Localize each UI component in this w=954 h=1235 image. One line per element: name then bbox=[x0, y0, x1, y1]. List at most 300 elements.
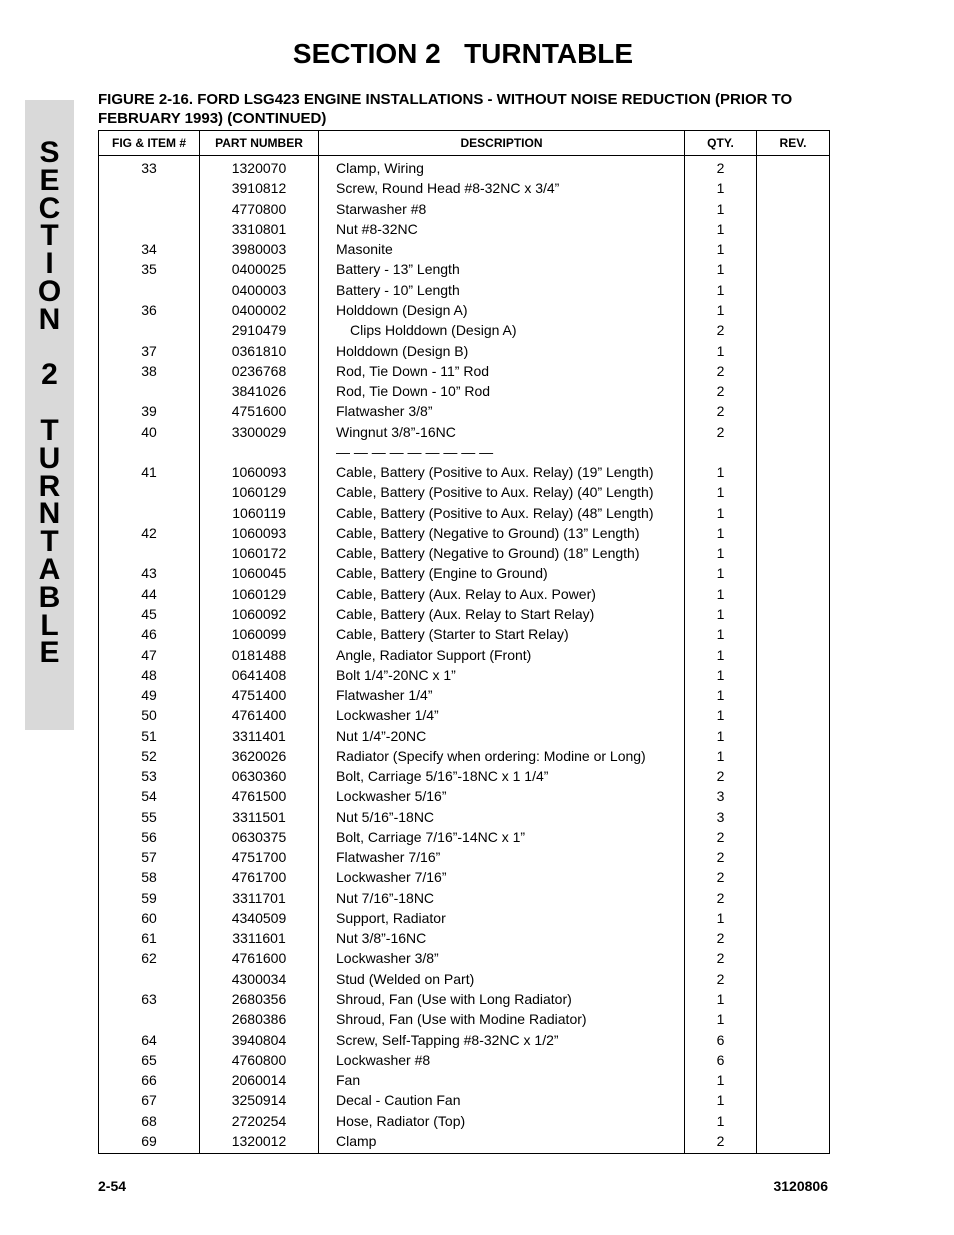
fig-item-cell: 59 bbox=[99, 888, 200, 908]
rev-cell bbox=[757, 442, 830, 462]
qty-cell: 1 bbox=[685, 624, 757, 644]
fig-item-cell: 62 bbox=[99, 948, 200, 968]
fig-item-cell bbox=[99, 199, 200, 219]
rev-cell bbox=[757, 178, 830, 198]
qty-cell: 1 bbox=[685, 239, 757, 259]
rev-cell bbox=[757, 665, 830, 685]
part-number-cell: 3841026 bbox=[200, 381, 319, 401]
description-cell: Cable, Battery (Positive to Aux. Relay) (48” Length) bbox=[319, 503, 685, 523]
part-number-cell: 1060092 bbox=[200, 604, 319, 624]
rev-cell bbox=[757, 503, 830, 523]
description-cell: Cable, Battery (Aux. Relay to Start Relay) bbox=[319, 604, 685, 624]
table-row bbox=[99, 969, 830, 989]
fig-item-cell bbox=[99, 219, 200, 239]
table-row bbox=[99, 1050, 830, 1070]
fig-item-cell: 60 bbox=[99, 908, 200, 928]
rev-cell bbox=[757, 1070, 830, 1090]
rev-cell bbox=[757, 766, 830, 786]
rev-cell bbox=[757, 543, 830, 563]
fig-item-cell: 38 bbox=[99, 361, 200, 381]
description-cell: Lockwasher 5/16” bbox=[319, 786, 685, 806]
rev-cell bbox=[757, 259, 830, 279]
side-tab-letter: N bbox=[38, 302, 61, 336]
table-row bbox=[99, 381, 830, 401]
part-number-cell: 3250914 bbox=[200, 1090, 319, 1110]
part-number-cell: 4300034 bbox=[200, 969, 319, 989]
fig-item-cell: 51 bbox=[99, 725, 200, 745]
description-cell: Rod, Tie Down - 10” Rod bbox=[319, 381, 685, 401]
part-number-cell bbox=[200, 442, 319, 462]
description-cell: Cable, Battery (Engine to Ground) bbox=[319, 563, 685, 583]
fig-item-cell: 55 bbox=[99, 807, 200, 827]
side-section-tab bbox=[25, 100, 74, 730]
column-header-fig-item: FIG & ITEM # bbox=[99, 131, 200, 156]
fig-item-cell: 37 bbox=[99, 340, 200, 360]
figure-title: FIGURE 2-16. FORD LSG423 ENGINE INSTALLATIONS - WITHOUT NOISE REDUCTION (PRIOR TO FEBRUARY 1993) (CONTINUED) bbox=[98, 91, 793, 127]
fig-item-cell bbox=[99, 482, 200, 502]
qty-cell: 6 bbox=[685, 1050, 757, 1070]
fig-item-cell: 44 bbox=[99, 584, 200, 604]
table-row bbox=[99, 320, 830, 340]
part-number-cell: 3311701 bbox=[200, 888, 319, 908]
part-number-cell: 0400003 bbox=[200, 280, 319, 300]
qty-cell: 2 bbox=[685, 948, 757, 968]
description-cell: Wingnut 3/8”-16NC bbox=[319, 421, 685, 441]
side-tab-letter: T bbox=[40, 525, 59, 559]
description-cell: Masonite bbox=[319, 239, 685, 259]
rev-cell bbox=[757, 807, 830, 827]
description-cell: Rod, Tie Down - 11” Rod bbox=[319, 361, 685, 381]
qty-cell: 2 bbox=[685, 381, 757, 401]
description-cell: Battery - 13” Length bbox=[319, 259, 685, 279]
fig-item-cell: 41 bbox=[99, 462, 200, 482]
qty-cell: 1 bbox=[685, 665, 757, 685]
description-cell: Support, Radiator bbox=[319, 908, 685, 928]
description-cell: Radiator (Specify when ordering: Modine or Long) bbox=[319, 746, 685, 766]
fig-item-cell bbox=[99, 178, 200, 198]
fig-item-cell: 64 bbox=[99, 1029, 200, 1049]
fig-item-cell: 61 bbox=[99, 928, 200, 948]
qty-cell: 1 bbox=[685, 1110, 757, 1130]
fig-item-cell: 68 bbox=[99, 1110, 200, 1130]
part-number-cell: 4770800 bbox=[200, 199, 319, 219]
description-cell: Nut 3/8”-16NC bbox=[319, 928, 685, 948]
part-number-cell: 1060093 bbox=[200, 523, 319, 543]
part-number-cell: 0361810 bbox=[200, 340, 319, 360]
description-cell: Lockwasher 7/16” bbox=[319, 867, 685, 887]
qty-cell: 1 bbox=[685, 219, 757, 239]
qty-cell: 1 bbox=[685, 523, 757, 543]
rev-cell bbox=[757, 219, 830, 239]
side-tab-letter: L bbox=[40, 608, 59, 642]
table-row bbox=[99, 563, 830, 583]
qty-cell: 1 bbox=[685, 199, 757, 219]
part-number-cell: 3910812 bbox=[200, 178, 319, 198]
qty-cell: 2 bbox=[685, 1131, 757, 1154]
qty-cell: 1 bbox=[685, 482, 757, 502]
fig-item-cell bbox=[99, 280, 200, 300]
description-cell: Nut #8-32NC bbox=[319, 219, 685, 239]
qty-cell: 2 bbox=[685, 361, 757, 381]
qty-cell: 2 bbox=[685, 969, 757, 989]
description-cell: Flatwasher 7/16” bbox=[319, 847, 685, 867]
part-number-cell: 3940804 bbox=[200, 1029, 319, 1049]
qty-cell: 2 bbox=[685, 867, 757, 887]
table-row bbox=[99, 1090, 830, 1110]
description-cell: Flatwasher 3/8” bbox=[319, 401, 685, 421]
qty-cell: 1 bbox=[685, 908, 757, 928]
rev-cell bbox=[757, 1131, 830, 1154]
table-row bbox=[99, 199, 830, 219]
part-number-cell: 4761700 bbox=[200, 867, 319, 887]
part-number-cell: 4761500 bbox=[200, 786, 319, 806]
part-number-cell: 1060172 bbox=[200, 543, 319, 563]
table-row bbox=[99, 1070, 830, 1090]
table-row bbox=[99, 807, 830, 827]
qty-cell: 1 bbox=[685, 1090, 757, 1110]
qty-cell: 2 bbox=[685, 401, 757, 421]
part-number-cell: 4760800 bbox=[200, 1050, 319, 1070]
part-number-cell: 0236768 bbox=[200, 361, 319, 381]
description-cell: Cable, Battery (Starter to Start Relay) bbox=[319, 624, 685, 644]
fig-item-cell: 67 bbox=[99, 1090, 200, 1110]
table-row bbox=[99, 665, 830, 685]
rev-cell bbox=[757, 563, 830, 583]
table-row bbox=[99, 908, 830, 928]
side-tab-letter: U bbox=[38, 441, 61, 475]
fig-item-cell: 43 bbox=[99, 563, 200, 583]
fig-item-cell: 66 bbox=[99, 1070, 200, 1090]
fig-item-cell: 46 bbox=[99, 624, 200, 644]
qty-cell: 1 bbox=[685, 280, 757, 300]
description-cell: Screw, Self-Tapping #8-32NC x 1/2” bbox=[319, 1029, 685, 1049]
part-number-cell: 4751400 bbox=[200, 685, 319, 705]
side-tab-letter: A bbox=[38, 553, 61, 586]
qty-cell: 1 bbox=[685, 644, 757, 664]
part-number-cell: 3311401 bbox=[200, 725, 319, 745]
part-number-cell: 1060129 bbox=[200, 584, 319, 604]
column-header-part-number: PART NUMBER bbox=[200, 131, 319, 156]
rev-cell bbox=[757, 928, 830, 948]
part-number-cell: 2720254 bbox=[200, 1110, 319, 1130]
qty-cell: 1 bbox=[685, 685, 757, 705]
qty-cell: 1 bbox=[685, 746, 757, 766]
fig-item-cell bbox=[99, 543, 200, 563]
column-header-rev: REV. bbox=[757, 131, 830, 156]
description-cell: Flatwasher 1/4” bbox=[319, 685, 685, 705]
qty-cell: 2 bbox=[685, 928, 757, 948]
table-row bbox=[99, 604, 830, 624]
table-row bbox=[99, 989, 830, 1009]
qty-cell: 1 bbox=[685, 300, 757, 320]
part-number-cell: 1060129 bbox=[200, 482, 319, 502]
table-row bbox=[99, 725, 830, 745]
part-number-cell: 2910479 bbox=[200, 320, 319, 340]
document-number: 3120806 bbox=[773, 1178, 828, 1194]
table-row bbox=[99, 867, 830, 887]
table-row bbox=[99, 746, 830, 766]
part-number-cell: 0641408 bbox=[200, 665, 319, 685]
description-cell: Nut 1/4”-20NC bbox=[319, 725, 685, 745]
side-tab-letter: E bbox=[39, 636, 60, 670]
rev-cell bbox=[757, 300, 830, 320]
side-tab-letter: T bbox=[40, 414, 59, 447]
qty-cell: 1 bbox=[685, 1009, 757, 1029]
table-row bbox=[99, 1009, 830, 1029]
qty-cell: 2 bbox=[685, 847, 757, 867]
qty-cell: 1 bbox=[685, 989, 757, 1009]
rev-cell bbox=[757, 746, 830, 766]
rev-cell bbox=[757, 705, 830, 725]
part-number-cell: 1320012 bbox=[200, 1131, 319, 1154]
rev-cell bbox=[757, 584, 830, 604]
qty-cell: 3 bbox=[685, 807, 757, 827]
rev-cell bbox=[757, 969, 830, 989]
table-row bbox=[99, 685, 830, 705]
rev-cell bbox=[757, 320, 830, 340]
description-cell: Shroud, Fan (Use with Modine Radiator) bbox=[319, 1009, 685, 1029]
fig-item-cell bbox=[99, 442, 200, 462]
rev-cell bbox=[757, 1009, 830, 1029]
table-header-row bbox=[99, 131, 830, 156]
part-number-cell: 3300029 bbox=[200, 421, 319, 441]
description-cell: Decal - Caution Fan bbox=[319, 1090, 685, 1110]
qty-cell: 1 bbox=[685, 503, 757, 523]
table-row bbox=[99, 644, 830, 664]
description-cell: Holddown (Design B) bbox=[319, 340, 685, 360]
table-row bbox=[99, 462, 830, 482]
qty-cell: 1 bbox=[685, 604, 757, 624]
qty-cell: 3 bbox=[685, 786, 757, 806]
part-number-cell: 4340509 bbox=[200, 908, 319, 928]
part-number-cell: 1060119 bbox=[200, 503, 319, 523]
side-tab-letter: C bbox=[38, 191, 61, 225]
table-row bbox=[99, 705, 830, 725]
description-cell: Cable, Battery (Negative to Ground) (18” Length) bbox=[319, 543, 685, 563]
side-tab-letter: 2 bbox=[41, 358, 58, 392]
rev-cell bbox=[757, 989, 830, 1009]
fig-item-cell: 65 bbox=[99, 1050, 200, 1070]
description-cell: Hose, Radiator (Top) bbox=[319, 1110, 685, 1130]
fig-item-cell bbox=[99, 320, 200, 340]
description-cell: — — — — — — — — — bbox=[319, 442, 685, 462]
description-cell: Bolt, Carriage 5/16”-18NC x 1 1/4” bbox=[319, 766, 685, 786]
rev-cell bbox=[757, 867, 830, 887]
part-number-cell: 0630375 bbox=[200, 827, 319, 847]
fig-item-cell: 34 bbox=[99, 239, 200, 259]
part-number-cell: 1060099 bbox=[200, 624, 319, 644]
table-row bbox=[99, 401, 830, 421]
table-row bbox=[99, 239, 830, 259]
rev-cell bbox=[757, 644, 830, 664]
fig-item-cell: 35 bbox=[99, 259, 200, 279]
table-row bbox=[99, 280, 830, 300]
description-cell: Clamp, Wiring bbox=[319, 156, 685, 179]
table-row bbox=[99, 156, 830, 179]
rev-cell bbox=[757, 685, 830, 705]
qty-cell: 1 bbox=[685, 462, 757, 482]
description-cell: Cable, Battery (Positive to Aux. Relay) (40” Length) bbox=[319, 482, 685, 502]
fig-item-cell: 47 bbox=[99, 644, 200, 664]
table-row bbox=[99, 482, 830, 502]
rev-cell bbox=[757, 199, 830, 219]
description-cell: Lockwasher 1/4” bbox=[319, 705, 685, 725]
qty-cell: 6 bbox=[685, 1029, 757, 1049]
fig-item-cell: 58 bbox=[99, 867, 200, 887]
page-number: 2-54 bbox=[98, 1178, 127, 1194]
side-tab-letter: B bbox=[38, 580, 61, 614]
rev-cell bbox=[757, 847, 830, 867]
description-cell: Nut 7/16”-18NC bbox=[319, 888, 685, 908]
table-row bbox=[99, 948, 830, 968]
table-row bbox=[99, 178, 830, 198]
qty-cell: 1 bbox=[685, 584, 757, 604]
qty-cell: 2 bbox=[685, 888, 757, 908]
table-row bbox=[99, 766, 830, 786]
table-row bbox=[99, 340, 830, 360]
table-row bbox=[99, 421, 830, 441]
table-row bbox=[99, 847, 830, 867]
section-title: SECTION 2 TURNTABLE bbox=[292, 38, 634, 69]
rev-cell bbox=[757, 1050, 830, 1070]
qty-cell: 1 bbox=[685, 725, 757, 745]
column-header-qty: QTY. bbox=[685, 131, 757, 156]
qty-cell: 2 bbox=[685, 320, 757, 340]
description-cell: Bolt, Carriage 7/16”-14NC x 1” bbox=[319, 827, 685, 847]
parts-table bbox=[98, 130, 830, 1154]
side-tab-letter: O bbox=[37, 275, 62, 308]
part-number-cell: 1060093 bbox=[200, 462, 319, 482]
description-cell: Clamp bbox=[319, 1131, 685, 1154]
part-number-cell: 1320070 bbox=[200, 156, 319, 179]
part-number-cell: 2680386 bbox=[200, 1009, 319, 1029]
fig-item-cell bbox=[99, 503, 200, 523]
table-row bbox=[99, 888, 830, 908]
description-cell: Shroud, Fan (Use with Long Radiator) bbox=[319, 989, 685, 1009]
description-cell: Cable, Battery (Negative to Ground) (13” Length) bbox=[319, 523, 685, 543]
description-cell: Starwasher #8 bbox=[319, 199, 685, 219]
fig-item-cell: 69 bbox=[99, 1131, 200, 1154]
part-number-cell: 3310801 bbox=[200, 219, 319, 239]
table-row bbox=[99, 361, 830, 381]
table-row bbox=[99, 1110, 830, 1130]
part-number-cell: 0400025 bbox=[200, 259, 319, 279]
table-row bbox=[99, 503, 830, 523]
fig-item-cell: 40 bbox=[99, 421, 200, 441]
part-number-cell: 4751700 bbox=[200, 847, 319, 867]
part-number-cell: 0181488 bbox=[200, 644, 319, 664]
qty-cell: 2 bbox=[685, 766, 757, 786]
rev-cell bbox=[757, 827, 830, 847]
fig-item-cell: 45 bbox=[99, 604, 200, 624]
table-row bbox=[99, 827, 830, 847]
fig-item-cell: 63 bbox=[99, 989, 200, 1009]
side-tab-letter: R bbox=[38, 469, 61, 503]
table-row bbox=[99, 786, 830, 806]
description-cell: Cable, Battery (Aux. Relay to Aux. Power) bbox=[319, 584, 685, 604]
rev-cell bbox=[757, 908, 830, 928]
fig-item-cell: 39 bbox=[99, 401, 200, 421]
rev-cell bbox=[757, 361, 830, 381]
table-row bbox=[99, 300, 830, 320]
rev-cell bbox=[757, 482, 830, 502]
table-row bbox=[99, 1029, 830, 1049]
fig-item-cell bbox=[99, 381, 200, 401]
fig-item-cell: 49 bbox=[99, 685, 200, 705]
side-tab-letter: T bbox=[40, 219, 59, 253]
part-number-cell: 4761600 bbox=[200, 948, 319, 968]
side-tab-letter: I bbox=[45, 247, 54, 281]
fig-item-cell: 54 bbox=[99, 786, 200, 806]
rev-cell bbox=[757, 340, 830, 360]
table-row bbox=[99, 523, 830, 543]
rev-cell bbox=[757, 1110, 830, 1130]
side-tab-letter: N bbox=[38, 497, 61, 531]
table-row bbox=[99, 543, 830, 563]
fig-item-cell: 57 bbox=[99, 847, 200, 867]
table-row bbox=[99, 219, 830, 239]
fig-item-cell bbox=[99, 969, 200, 989]
description-cell: Cable, Battery (Positive to Aux. Relay) (19” Length) bbox=[319, 462, 685, 482]
rev-cell bbox=[757, 462, 830, 482]
fig-item-cell: 42 bbox=[99, 523, 200, 543]
qty-cell: 1 bbox=[685, 259, 757, 279]
fig-item-cell: 33 bbox=[99, 156, 200, 179]
qty-cell: 1 bbox=[685, 543, 757, 563]
part-number-cell: 4761400 bbox=[200, 705, 319, 725]
qty-cell: 2 bbox=[685, 156, 757, 179]
column-header-description: DESCRIPTION bbox=[319, 131, 685, 156]
description-cell: Lockwasher 3/8” bbox=[319, 948, 685, 968]
description-cell: Battery - 10” Length bbox=[319, 280, 685, 300]
description-cell: Nut 5/16”-18NC bbox=[319, 807, 685, 827]
rev-cell bbox=[757, 381, 830, 401]
part-number-cell: 3311601 bbox=[200, 928, 319, 948]
part-number-cell: 3311501 bbox=[200, 807, 319, 827]
rev-cell bbox=[757, 888, 830, 908]
table-row bbox=[99, 259, 830, 279]
qty-cell bbox=[685, 442, 757, 462]
qty-cell: 1 bbox=[685, 178, 757, 198]
rev-cell bbox=[757, 401, 830, 421]
fig-item-cell bbox=[99, 1009, 200, 1029]
description-cell: Fan bbox=[319, 1070, 685, 1090]
rev-cell bbox=[757, 523, 830, 543]
qty-cell: 2 bbox=[685, 421, 757, 441]
table-row bbox=[99, 442, 830, 462]
qty-cell: 1 bbox=[685, 340, 757, 360]
part-number-cell: 3980003 bbox=[200, 239, 319, 259]
rev-cell bbox=[757, 280, 830, 300]
rev-cell bbox=[757, 786, 830, 806]
rev-cell bbox=[757, 421, 830, 441]
table-row bbox=[99, 624, 830, 644]
fig-item-cell: 50 bbox=[99, 705, 200, 725]
part-number-cell: 2680356 bbox=[200, 989, 319, 1009]
rev-cell bbox=[757, 1029, 830, 1049]
rev-cell bbox=[757, 239, 830, 259]
part-number-cell: 1060045 bbox=[200, 563, 319, 583]
fig-item-cell: 52 bbox=[99, 746, 200, 766]
rev-cell bbox=[757, 725, 830, 745]
part-number-cell: 3620026 bbox=[200, 746, 319, 766]
part-number-cell: 0400002 bbox=[200, 300, 319, 320]
table-row bbox=[99, 584, 830, 604]
description-cell: Stud (Welded on Part) bbox=[319, 969, 685, 989]
side-tab-letter: S bbox=[39, 136, 60, 169]
part-number-cell: 4751600 bbox=[200, 401, 319, 421]
side-tab-letter: E bbox=[39, 163, 60, 197]
